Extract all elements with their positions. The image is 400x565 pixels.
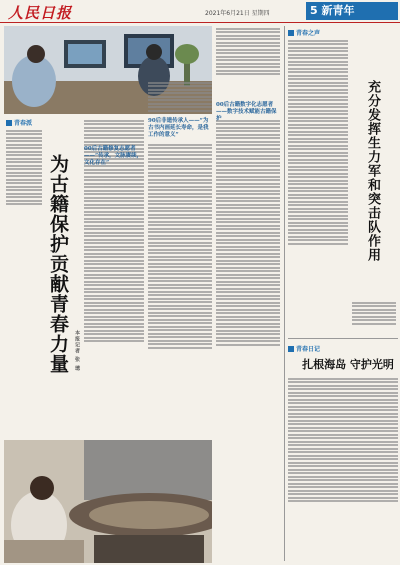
subhead-2: 90后非遗传承人——“为古书内画延长寿命，是我工作的意义”: [148, 118, 209, 138]
right-body-text-1b: [352, 300, 396, 336]
square-marker-icon: [288, 346, 294, 352]
square-marker-icon: [6, 120, 12, 126]
section-header: 5 新青年: [306, 2, 398, 20]
right-body-text-1: [288, 38, 348, 336]
byline: 本报记者 张 璁: [74, 330, 80, 372]
tag-label: 青春之声: [296, 30, 321, 37]
subhead-3: 00后古籍数字化志愿者——数字技术赋能古籍保: [216, 102, 277, 115]
bottom-photo: [4, 440, 212, 563]
tag-label: 青春日记: [296, 346, 321, 353]
library-scene-illustration: [4, 440, 212, 563]
newspaper-logo: 人民日报: [8, 4, 73, 22]
column-divider: [284, 26, 285, 561]
middle-body-text-3: [216, 26, 280, 100]
masthead: [0, 0, 400, 23]
section-tag-left: [6, 118, 32, 127]
right-body-text-2: [288, 376, 398, 562]
dateline: 2021年6月21日 星期四: [205, 10, 270, 17]
right-headline-bottom: 扎根海岛 守护光明: [302, 358, 394, 371]
right-section-divider: [288, 338, 398, 339]
middle-body-text-4: [216, 118, 280, 448]
right-headline-top: 充分发挥生力军和突击队作用: [365, 80, 380, 262]
square-marker-icon: [288, 30, 294, 36]
middle-body-text-2: [148, 142, 212, 438]
article-intro-text: [6, 128, 42, 240]
subhead-1: 00后古籍修复志愿者——“传承，文脉赓续，文化存在”: [84, 146, 143, 166]
section-tag-right-top: [288, 28, 320, 37]
main-headline: 为古籍保护贡献青春力量: [47, 154, 69, 374]
section-tag-right-bottom: [288, 344, 320, 353]
tag-label: 青春派: [14, 120, 33, 127]
